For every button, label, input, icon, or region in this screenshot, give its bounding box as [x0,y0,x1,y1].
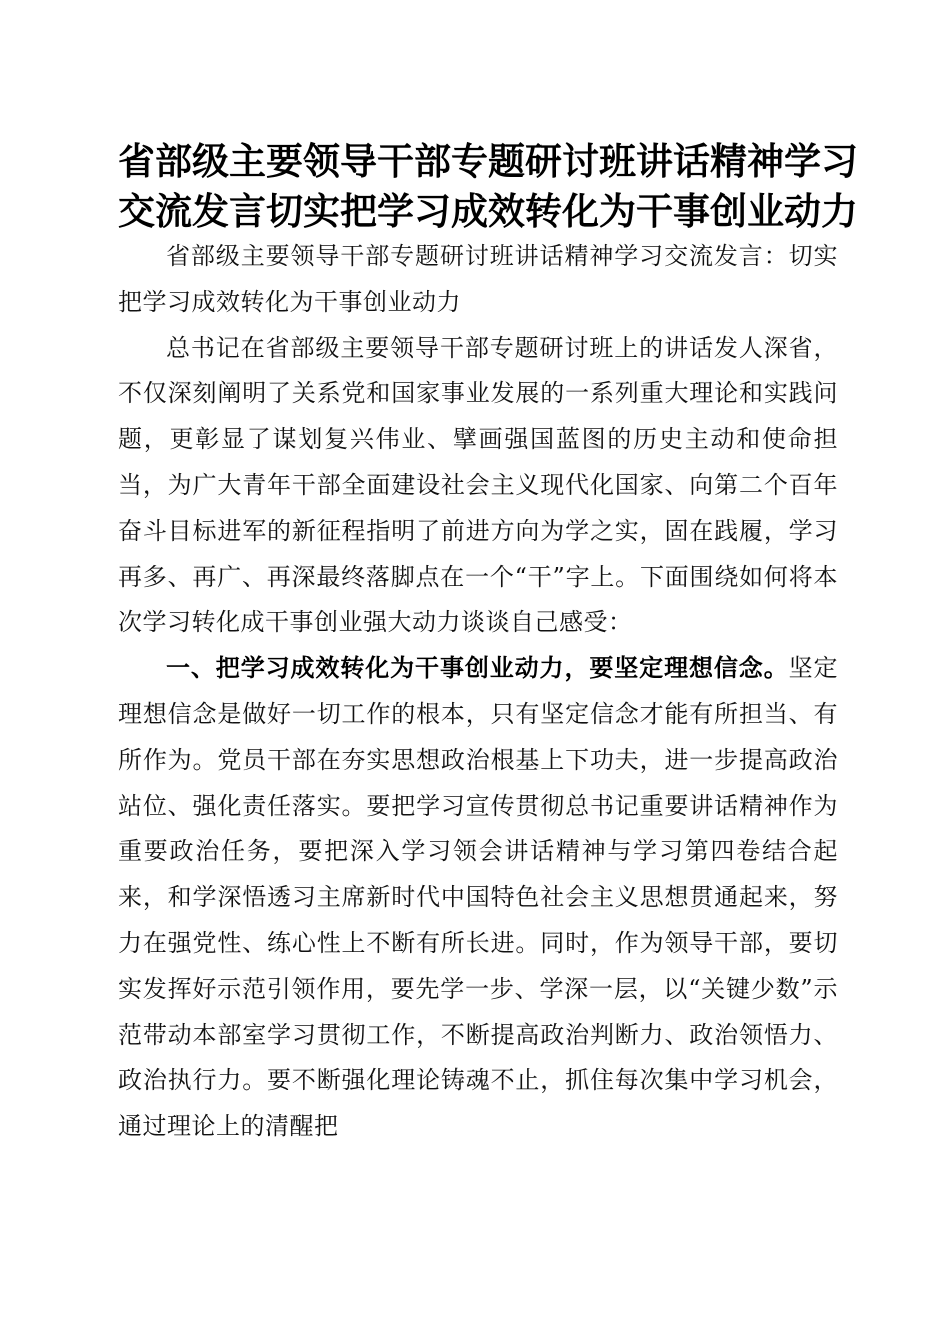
document-title [118,136,858,236]
title-line-1: 省部级主要领导干部专题研讨班讲话精神学习 [118,139,858,183]
subtitle-paragraph [118,234,838,326]
title-line-2: 交流发言切实把学习成效转化为干事创业动力 [118,189,858,233]
subtitle-text: 省部级主要领导干部专题研讨班讲话精神学习交流发言：切实把学习成效转化为干事创业动力 [118,242,838,316]
section-one-heading: 一、把学习成效转化为干事创业动力，要坚定理想信念。 [166,654,789,683]
intro-text: 总书记在省部级主要领导干部专题研讨班上的讲话发人深省，不仅深刻阐明了关系党和国家事业发展的一系列重大理论和实践问题，更彰显了谋划复兴伟业、擘画强国蓝图的历史主动和使命担当，为广大青年干部全面建设社会主义现代化国家、向第二个百年奋斗目标进军的新征程指明了前进方向为学之实，固在践履，学习再多、再广、再深最终落脚点在一个“干”字上。下面围绕如何将本次学习转化成干事创业强大动力谈谈自己感受： [118,333,838,637]
document-body [118,234,838,1150]
section-one-paragraph [118,646,838,1150]
section-one-text: 坚定理想信念是做好一切工作的根本，只有坚定信念才能有所担当、有所作为。党员干部在夯实思想政治根基上下功夫，进一步提高政治站位、强化责任落实。要把学习宣传贯彻总书记重要讲话精神作为重要政治任务，要把深入学习领会讲话精神与学习第四卷结合起来，和学深悟透习主席新时代中国特色社会主义思想贯通起来，努力在强党性、练心性上不断有所长进。同时，作为领导干部，要切实发挥好示范引领作用，要先学一步、学深一层，以“关键少数”示范带动本部室学习贯彻工作，不断提高政治判断力、政治领悟力、政治执行力。要不断强化理论铸魂不止，抓住每次集中学习机会，通过理论上的清醒把 [118,654,839,1141]
intro-paragraph [118,326,838,647]
